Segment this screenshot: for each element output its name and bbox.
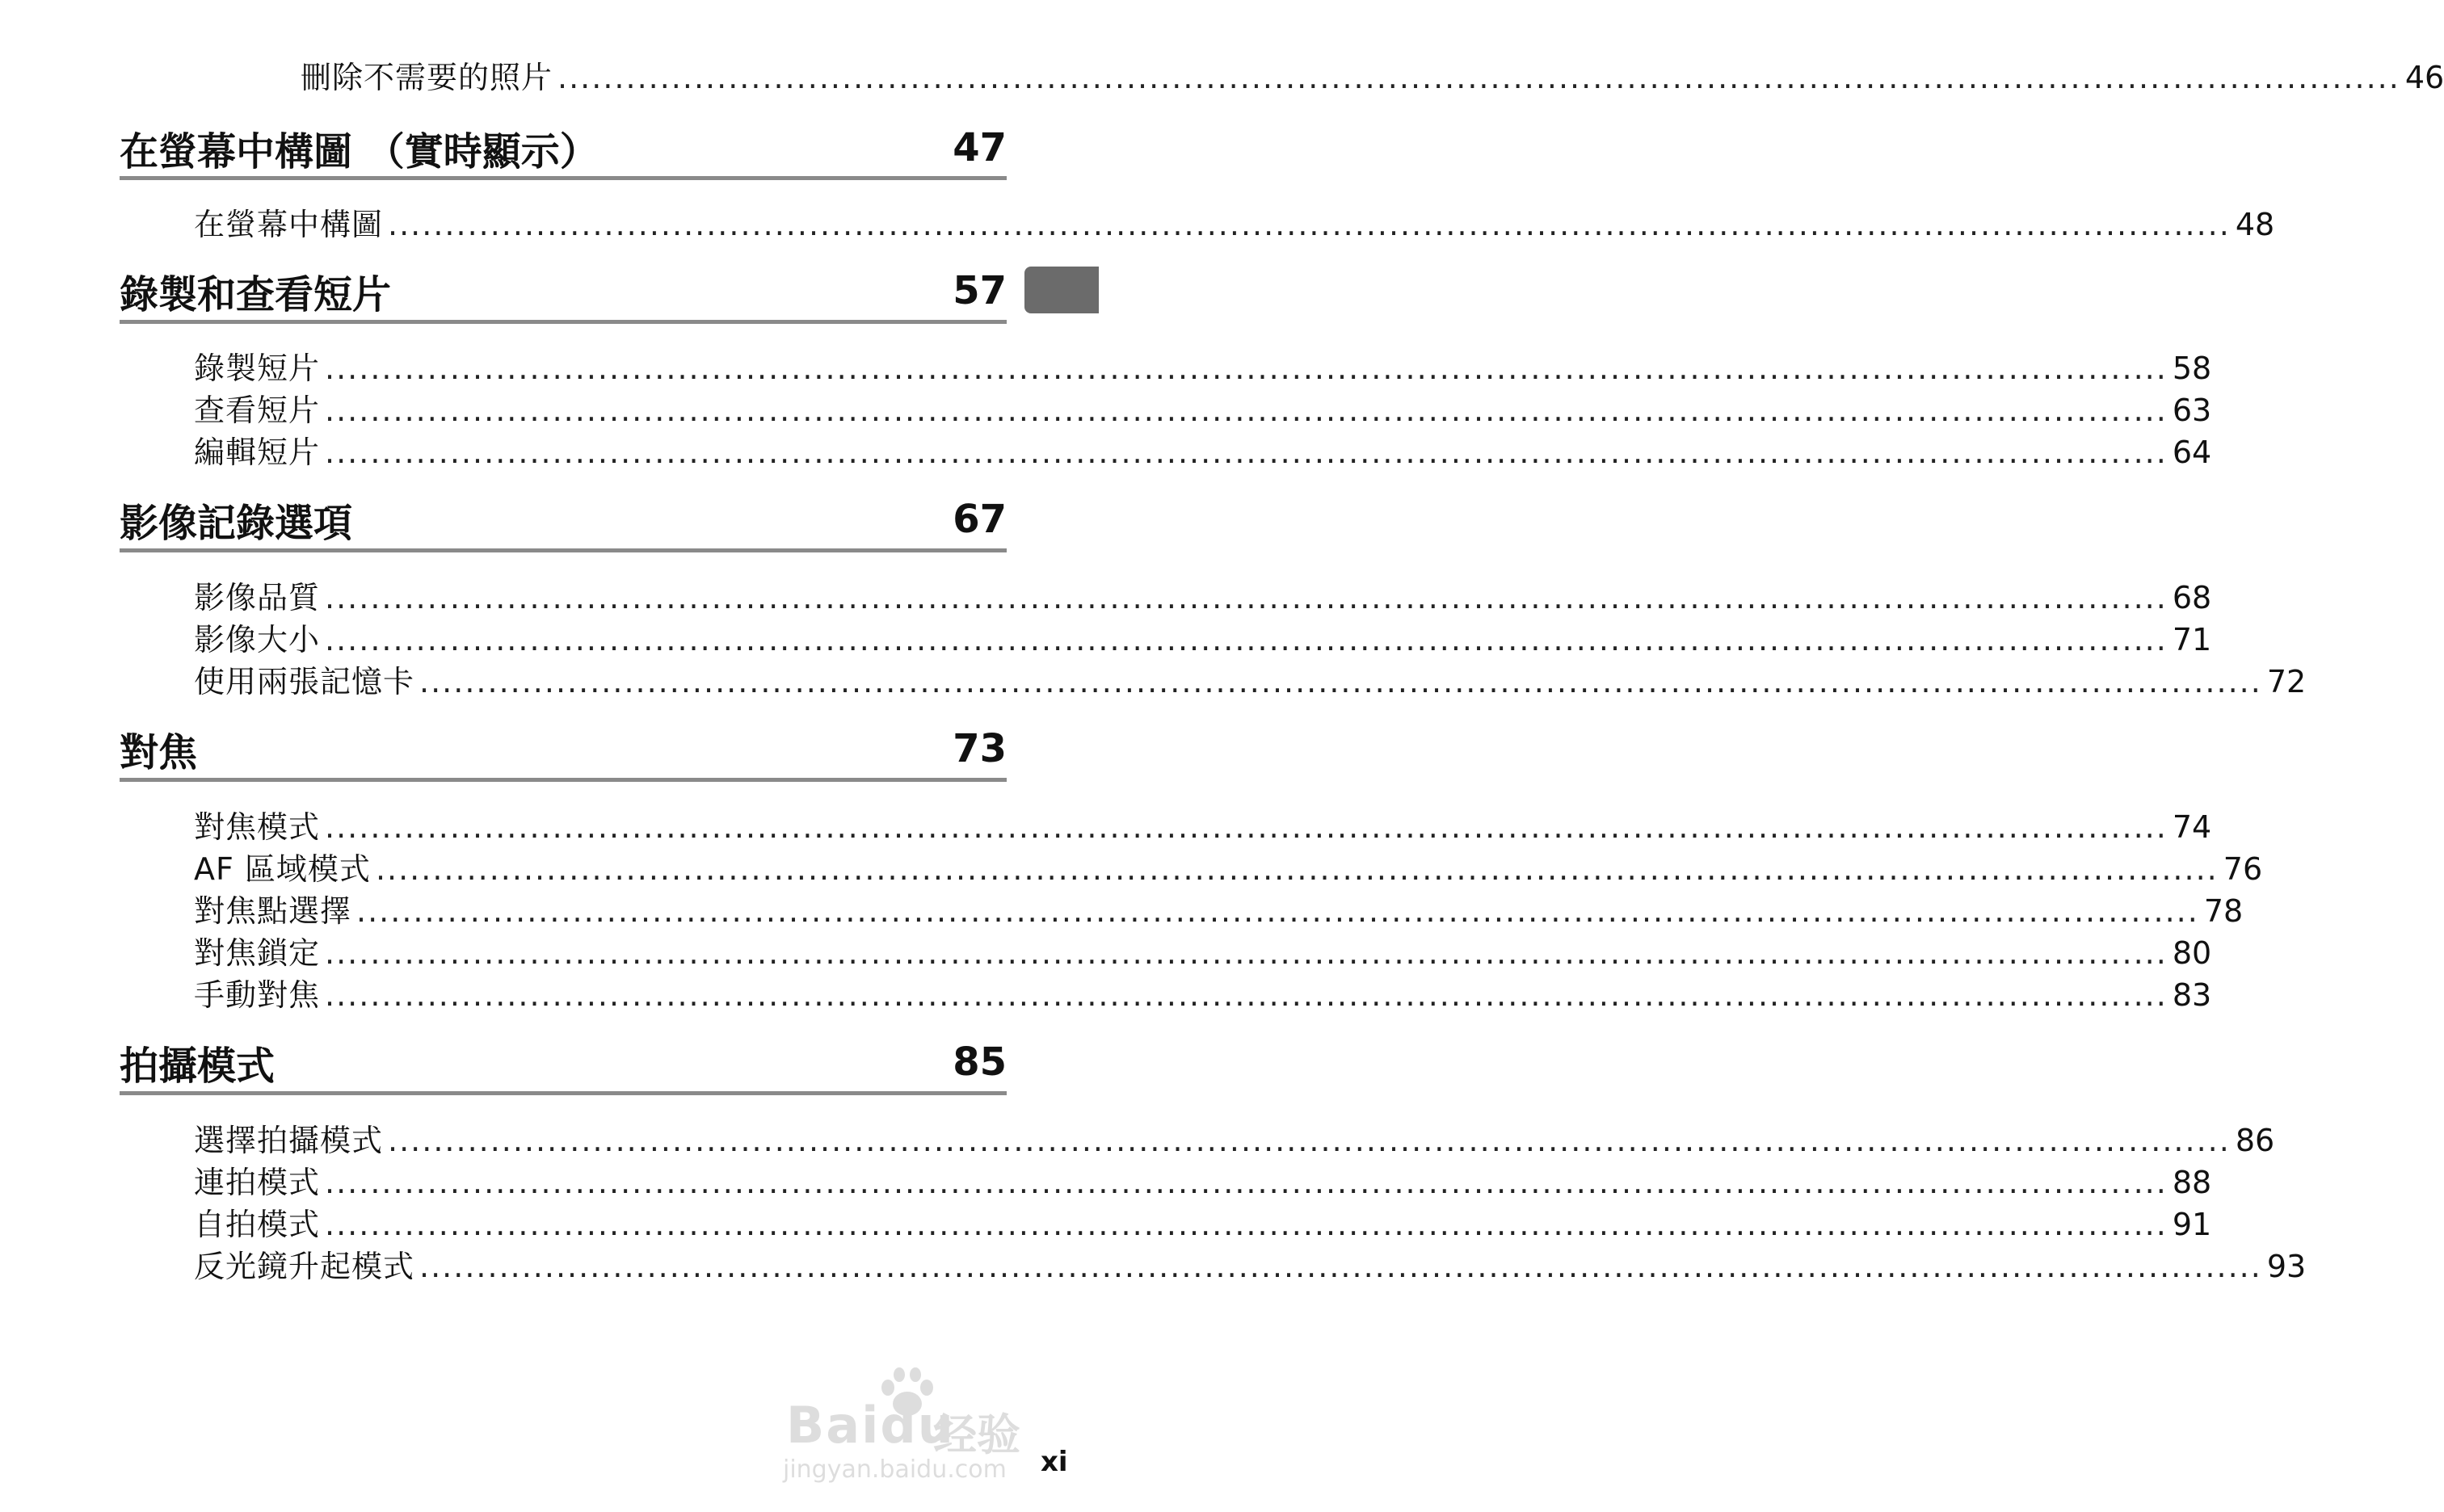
- toc-entry[interactable]: [194, 806, 2212, 848]
- toc-entry-label: 錄製短片: [194, 351, 321, 386]
- section-page: 73: [953, 726, 1007, 771]
- leader-dots: ..................................................................................................................................................................: [325, 435, 2168, 470]
- section-heading[interactable]: [120, 720, 1007, 777]
- section-rule: [120, 778, 1007, 782]
- toc-entry-label: 自拍模式: [194, 1207, 321, 1242]
- leader-dots: ..................................................................................................................................................................: [325, 809, 2168, 845]
- baidu-watermark: [780, 1365, 1038, 1486]
- section-rule: [120, 176, 1007, 180]
- watermark-brand: Baidu: [786, 1396, 955, 1455]
- toc-entry-label: 手動對焦: [194, 977, 321, 1013]
- chapter-thumb-tab: [1024, 267, 1099, 313]
- toc-entry-page: 64: [2172, 435, 2212, 470]
- toc-entry[interactable]: [194, 974, 2212, 1016]
- toc-entry[interactable]: [194, 661, 2307, 703]
- toc-entry-label: 對焦模式: [194, 809, 321, 845]
- section-rule: [120, 548, 1007, 552]
- section-page: 85: [953, 1040, 1007, 1085]
- section-page: 67: [953, 497, 1007, 542]
- leader-dots: ..................................................................................................................................................................: [325, 1165, 2168, 1200]
- leader-dots: ..................................................................................................................................................................: [325, 935, 2168, 971]
- toc-entry-page: 80: [2172, 935, 2212, 971]
- section-heading[interactable]: [120, 1034, 1007, 1090]
- leader-dots: ..................................................................................................................................................................: [325, 622, 2168, 657]
- section-heading[interactable]: [120, 262, 1007, 319]
- toc-entry-label: 對焦點選擇: [194, 893, 352, 929]
- toc-entry-page: 63: [2172, 393, 2212, 428]
- toc-entry[interactable]: [194, 619, 2212, 661]
- section-title: 拍攝模式: [120, 1043, 276, 1089]
- page-number: xi: [1041, 1446, 1068, 1478]
- toc-entry[interactable]: [194, 848, 2263, 890]
- toc-entry-label: 對焦鎖定: [194, 935, 321, 971]
- toc-entry[interactable]: [194, 890, 2244, 932]
- toc-entry[interactable]: [194, 1245, 2307, 1287]
- toc-entry-page: 72: [2266, 664, 2307, 699]
- toc-entry-label: 影像品質: [194, 580, 321, 615]
- toc-entry[interactable]: [194, 431, 2212, 473]
- leader-dots: ..................................................................................................................................................................: [356, 893, 2199, 929]
- toc-entry-label: 使用兩張記憶卡: [194, 664, 415, 699]
- toc-entry-label: 在螢幕中構圖: [194, 207, 384, 242]
- leader-dots: ..................................................................................................................................................................: [325, 351, 2168, 386]
- leader-dots: ..................................................................................................................................................................: [388, 1123, 2231, 1158]
- leader-dots: ..................................................................................................................................................................: [557, 60, 2400, 95]
- toc-entry-label: 影像大小: [194, 622, 321, 657]
- section-heading[interactable]: [120, 491, 1007, 548]
- toc-entry[interactable]: [194, 932, 2212, 974]
- toc-entry[interactable]: [194, 1119, 2275, 1161]
- toc-entry-page: 71: [2172, 622, 2212, 657]
- leader-dots: ..................................................................................................................................................................: [375, 851, 2219, 887]
- section-title: 錄製和查看短片: [120, 271, 392, 317]
- toc-entry-page: 58: [2172, 351, 2212, 386]
- toc-entry-page: 78: [2203, 893, 2244, 929]
- leader-dots: ..................................................................................................................................................................: [419, 664, 2262, 699]
- section-title: 影像記錄選項: [120, 500, 353, 546]
- toc-entry-page: 76: [2223, 851, 2263, 887]
- section-title: 對焦: [120, 729, 198, 775]
- watermark-url: jingyan.baidu.com: [783, 1455, 1007, 1484]
- section-rule: [120, 1091, 1007, 1095]
- section-rule: [120, 320, 1007, 324]
- leader-dots: ..................................................................................................................................................................: [325, 977, 2168, 1013]
- watermark-service: 经验: [933, 1409, 1020, 1460]
- toc-entry-label: 選擇拍攝模式: [194, 1123, 384, 1158]
- toc-entry-label: 反光鏡升起模式: [194, 1249, 415, 1284]
- toc-entry-label: 刪除不需要的照片: [301, 60, 553, 95]
- section-heading[interactable]: [120, 120, 1007, 176]
- toc-entry-page: 48: [2235, 207, 2275, 242]
- leader-dots: ..................................................................................................................................................................: [388, 207, 2231, 242]
- section-page: 47: [953, 125, 1007, 170]
- leader-dots: ..................................................................................................................................................................: [419, 1249, 2262, 1284]
- toc-entry-label: 查看短片: [194, 393, 321, 428]
- leader-dots: ..................................................................................................................................................................: [325, 1207, 2168, 1242]
- leader-dots: ..................................................................................................................................................................: [325, 580, 2168, 615]
- section-page: 57: [953, 268, 1007, 313]
- leader-dots: ..................................................................................................................................................................: [325, 393, 2168, 428]
- toc-entry-page: 83: [2172, 977, 2212, 1013]
- toc-entry-page: 74: [2172, 809, 2212, 845]
- toc-entry[interactable]: [194, 1203, 2212, 1245]
- toc-entry-page: 68: [2172, 580, 2212, 615]
- toc-entry-label: AF 區域模式: [194, 851, 371, 887]
- toc-entry-label: 連拍模式: [194, 1165, 321, 1200]
- toc-entry[interactable]: [301, 57, 2444, 99]
- toc-entry-label: 編輯短片: [194, 435, 321, 470]
- toc-entry[interactable]: [194, 347, 2212, 389]
- toc-entry-page: 46: [2404, 60, 2444, 95]
- toc-entry[interactable]: [194, 577, 2212, 619]
- toc-entry-page: 93: [2266, 1249, 2307, 1284]
- toc-entry-page: 86: [2235, 1123, 2275, 1158]
- section-title: 在螢幕中構圖 （實時顯示）: [120, 128, 599, 174]
- toc-entry[interactable]: [194, 204, 2275, 246]
- toc-entry[interactable]: [194, 1161, 2212, 1203]
- toc-entry-page: 88: [2172, 1165, 2212, 1200]
- toc-entry[interactable]: [194, 389, 2212, 431]
- toc-entry-page: 91: [2172, 1207, 2212, 1242]
